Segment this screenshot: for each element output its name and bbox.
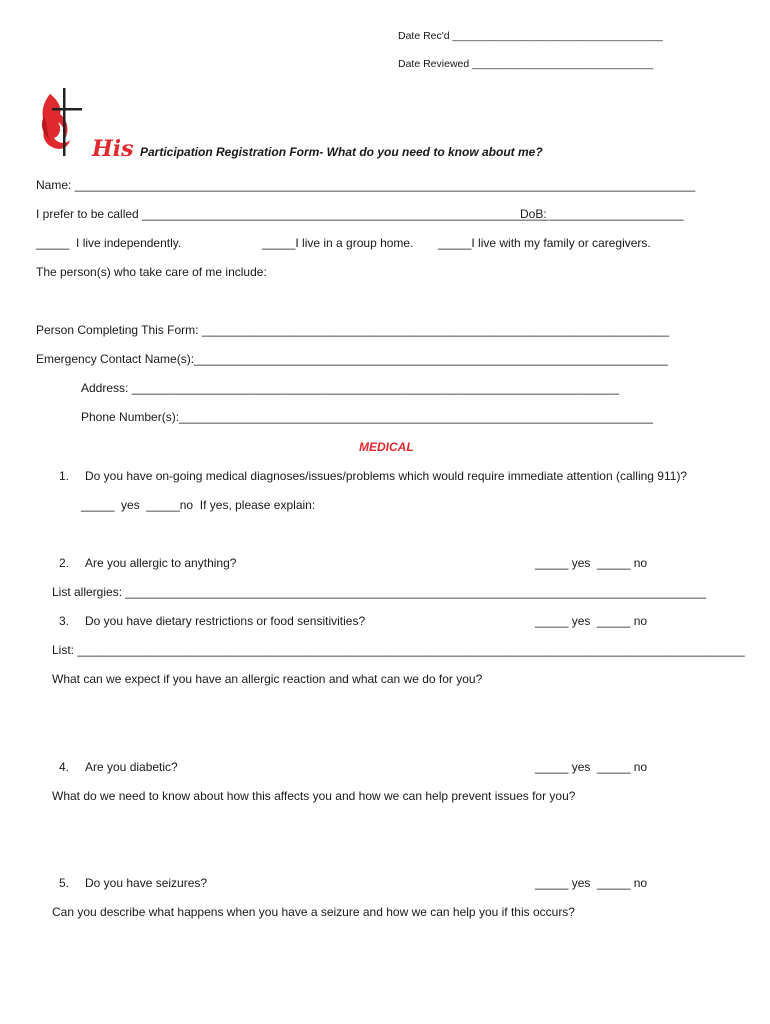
question-seizures: Do you have seizures? xyxy=(85,876,208,890)
list-allergies-field: List allergies: _______________________________________________________________________________________ xyxy=(52,585,706,599)
answer-seizures: _____ yes _____ no xyxy=(535,876,648,890)
question-dietary: Do you have dietary restrictions or food sensitivities? xyxy=(85,614,366,628)
answer-ongoing-diagnoses: _____ yes _____no If yes, please explain: xyxy=(81,498,316,512)
live-family-option: _____I live with my family or caregivers. xyxy=(438,236,651,250)
question-number: 1. xyxy=(59,469,70,483)
question-number: 4. xyxy=(59,760,70,774)
allergic-reaction-question: What can we expect if you have an allergic reaction and what can we do for you? xyxy=(52,672,483,686)
person-completing-field: Person Completing This Form: ______________________________________________________________________ xyxy=(36,323,670,337)
preferred-name-field: I prefer to be called _____________________________________________________________ xyxy=(36,207,550,221)
question-diabetic: Are you diabetic? xyxy=(85,760,178,774)
date-received-field: Date Rec'd ____________________________________ xyxy=(398,30,663,42)
form-title: Participation Registration Form- What do you need to know about me? xyxy=(140,145,543,159)
medical-heading: MEDICAL xyxy=(359,440,414,454)
diabetic-followup-question: What do we need to know about how this affects you and how we can help prevent issues for you? xyxy=(52,789,576,803)
answer-diabetic: _____ yes _____ no xyxy=(535,760,648,774)
address-field: Address: _________________________________________________________________________ xyxy=(81,381,619,395)
question-ongoing-diagnoses: Do you have on-going medical diagnoses/issues/problems which would require immediate attention (calling 911)? xyxy=(85,469,688,483)
name-field: Name: _____________________________________________________________________________________________ xyxy=(36,178,696,192)
live-group-home-option: _____I live in a group home. xyxy=(262,236,414,250)
answer-allergic: _____ yes _____ no xyxy=(535,556,648,570)
cross-and-flame-logo xyxy=(36,86,88,158)
seizure-followup-question: Can you describe what happens when you have a seizure and how we can help you if this occurs? xyxy=(52,905,575,919)
question-number: 3. xyxy=(59,614,70,628)
phone-field: Phone Number(s):_______________________________________________________________________ xyxy=(81,410,653,424)
question-allergic: Are you allergic to anything? xyxy=(85,556,237,570)
question-number: 2. xyxy=(59,556,70,570)
emergency-contact-field: Emergency Contact Name(s):_______________________________________________________________________ xyxy=(36,352,668,366)
answer-dietary: _____ yes _____ no xyxy=(535,614,648,628)
list-field: List: ____________________________________________________________________________________________________ xyxy=(52,643,745,657)
dob-field: DoB: ____________________ xyxy=(520,207,684,221)
his-wordmark: His xyxy=(92,136,134,162)
date-reviewed-field: Date Reviewed _______________________________ xyxy=(398,58,654,70)
caretakers-label: The person(s) who take care of me include: xyxy=(36,265,267,279)
live-independently-option: _____ I live independently. xyxy=(36,236,182,250)
question-number: 5. xyxy=(59,876,70,890)
